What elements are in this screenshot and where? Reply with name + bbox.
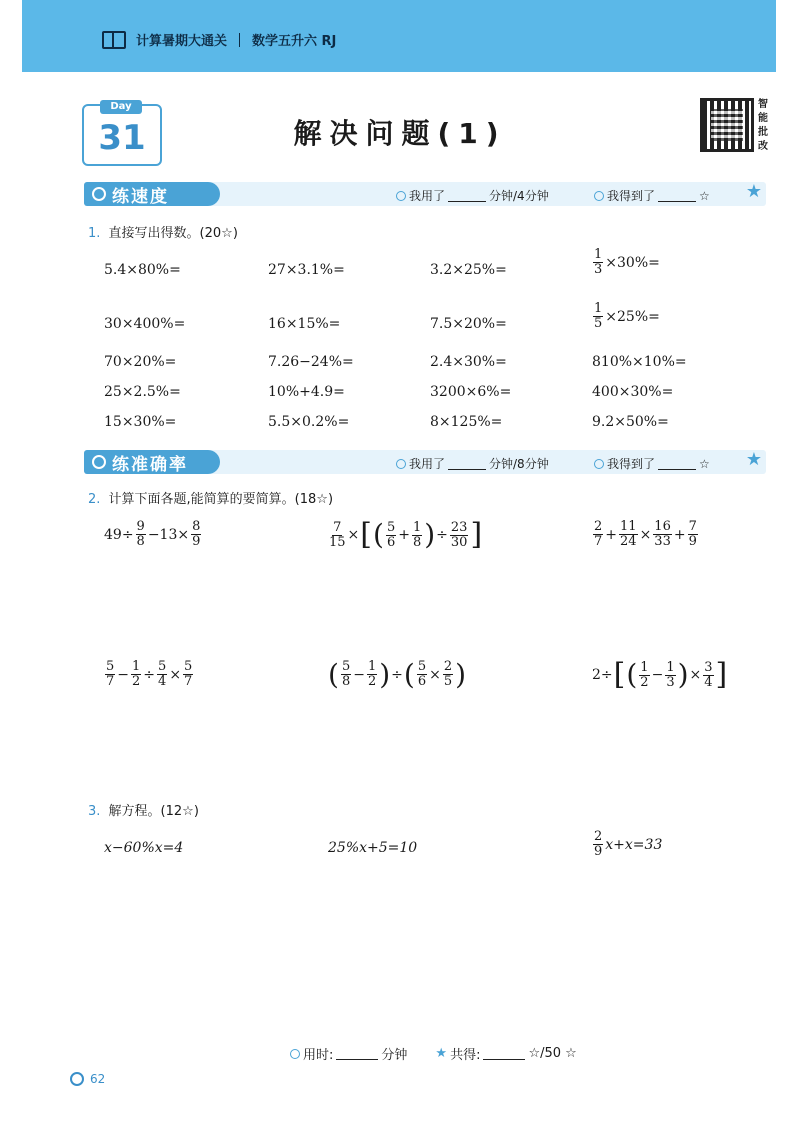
day-number: 31 xyxy=(98,118,146,158)
question-3-title xyxy=(88,800,199,819)
series-name: 计算暑期大通关 xyxy=(136,34,228,49)
calc-item: 5.4×80%= xyxy=(104,262,181,278)
fraction: $\frac{1}{3}$ xyxy=(594,247,603,277)
expression-1: 49÷ $\frac{9}{8}$ −13× $\frac{8}{9}$ xyxy=(104,519,201,549)
day-badge xyxy=(82,101,162,166)
expression-5: ( $\frac{5}{8}$ − $\frac{1}{2}$ ) ÷ ( $\frac{5}{6}$ × $\frac{2}{5}$ ) xyxy=(328,657,467,691)
subject-name: 数学五升六 RJ xyxy=(252,34,337,49)
calc-item: 16×15%= xyxy=(268,316,341,332)
time-suffix: 分钟/4分钟 xyxy=(489,189,549,203)
expression-3: $\frac{2}{7}$ + $\frac{11}{24}$ × $\frac{16}{33}$ + $\frac{7}{9}$ xyxy=(594,519,697,549)
time-used xyxy=(396,187,549,204)
score-got xyxy=(594,187,710,204)
equation-2: 25%x+5=10 xyxy=(328,840,418,856)
calc-item-fraction: $\frac{1}{5}$ ×25%= xyxy=(594,301,660,331)
check-icon xyxy=(594,191,604,201)
calc-item: 25×2.5%= xyxy=(104,384,181,400)
check-icon xyxy=(594,459,604,469)
total-label: 共得: xyxy=(450,1048,481,1063)
score-blank[interactable] xyxy=(658,457,696,470)
calc-item: 400×30%= xyxy=(592,384,674,400)
calc-item: 5.5×0.2%= xyxy=(268,414,350,430)
target-icon xyxy=(92,455,106,469)
total-time-blank[interactable] xyxy=(336,1047,378,1060)
time-suffix: 分钟/8分钟 xyxy=(489,457,549,471)
expression-6: 2÷ [ ( $\frac{1}{2}$ − $\frac{1}{3}$ ) × $\frac{3}{4}$ ] xyxy=(592,657,728,692)
footer-summary xyxy=(290,1044,577,1063)
stopwatch-icon xyxy=(92,187,106,201)
section-accuracy-label: 练准确率 xyxy=(112,454,188,475)
time-unit: 分钟 xyxy=(381,1048,408,1063)
calc-item: 3200×6%= xyxy=(430,384,512,400)
question-2-text: 计算下面各题,能简算的要简算。(18☆) xyxy=(108,492,334,507)
time-used xyxy=(396,455,549,472)
calc-item: 9.2×50%= xyxy=(592,414,669,430)
question-1-title xyxy=(88,222,238,241)
calc-item: 10%+4.9= xyxy=(268,384,345,400)
question-2-number: 2. xyxy=(88,492,101,507)
time-prefix: 我用了 xyxy=(409,189,446,203)
total-score-blank[interactable] xyxy=(483,1047,525,1060)
calc-item: 70×20%= xyxy=(104,354,177,370)
score-prefix: 我得到了 xyxy=(607,457,656,471)
section-speed-tag xyxy=(84,182,220,206)
calc-item: 30×400%= xyxy=(104,316,186,332)
star-icon: ★ xyxy=(745,181,762,202)
calc-item: 27×3.1%= xyxy=(268,262,345,278)
score-suffix: ☆ xyxy=(699,188,710,203)
qr-caption: 智能批改 xyxy=(758,99,768,152)
header-divider xyxy=(239,33,240,47)
time-label: 用时: xyxy=(303,1048,334,1063)
day-label: Day xyxy=(100,100,142,114)
calc-item: 7.5×20%= xyxy=(430,316,507,332)
calc-item: 7.26−24%= xyxy=(268,354,354,370)
section-speed-label: 练速度 xyxy=(112,186,169,207)
time-blank[interactable] xyxy=(448,189,486,202)
question-3-number: 3. xyxy=(88,804,101,819)
expression-4: $\frac{5}{7}$ − $\frac{1}{2}$ ÷ $\frac{5}{4}$ × $\frac{5}{7}$ xyxy=(106,659,193,689)
calc-item-fraction: $\frac{1}{3}$ ×30%= xyxy=(594,247,660,277)
star-icon: ★ xyxy=(745,449,762,470)
header-band xyxy=(22,0,776,72)
score-got xyxy=(594,455,710,472)
expression-2: $\frac{7}{15}$ × [ ( $\frac{5}{6}$ + $\frac{1}{8}$ ) ÷ $\frac{23}{30}$ ] xyxy=(329,517,483,552)
page-number xyxy=(70,1072,105,1086)
score-suffix: ☆ xyxy=(699,456,710,471)
section-accuracy-bar xyxy=(84,450,766,474)
fraction: $\frac{1}{5}$ xyxy=(594,301,603,331)
calc-item: 3.2×25%= xyxy=(430,262,507,278)
time-blank[interactable] xyxy=(448,457,486,470)
qr-code-icon[interactable] xyxy=(700,98,754,152)
score-prefix: 我得到了 xyxy=(607,189,656,203)
book-icon xyxy=(102,31,126,49)
page-title: 解决问题(1) xyxy=(293,117,507,150)
header-label xyxy=(102,30,336,49)
equation-1: x−60%x=4 xyxy=(104,840,184,856)
section-speed-bar xyxy=(84,182,766,206)
calc-item: 2.4×30%= xyxy=(430,354,507,370)
equation-3: $\frac{2}{9}$ x+x=33 xyxy=(594,829,663,859)
total-score xyxy=(435,1044,576,1063)
clock-icon xyxy=(290,1049,300,1059)
sun-icon xyxy=(70,1072,84,1086)
question-1-number: 1. xyxy=(88,226,101,241)
clock-icon xyxy=(396,459,406,469)
time-prefix: 我用了 xyxy=(409,457,446,471)
clock-icon xyxy=(396,191,406,201)
page-number-text: 62 xyxy=(90,1072,106,1086)
calc-item: 8×125%= xyxy=(430,414,503,430)
total-time xyxy=(290,1044,407,1063)
section-accuracy-tag xyxy=(84,450,220,474)
score-blank[interactable] xyxy=(658,189,696,202)
question-2-title xyxy=(88,488,333,507)
question-3-text: 解方程。(12☆) xyxy=(108,804,199,819)
calc-item: 810%×10%= xyxy=(592,354,687,370)
star-icon: ★ xyxy=(435,1046,448,1061)
calc-item: 15×30%= xyxy=(104,414,177,430)
total-suffix: ☆/50 ☆ xyxy=(528,1046,577,1061)
question-1-text: 直接写出得数。(20☆) xyxy=(108,226,238,241)
